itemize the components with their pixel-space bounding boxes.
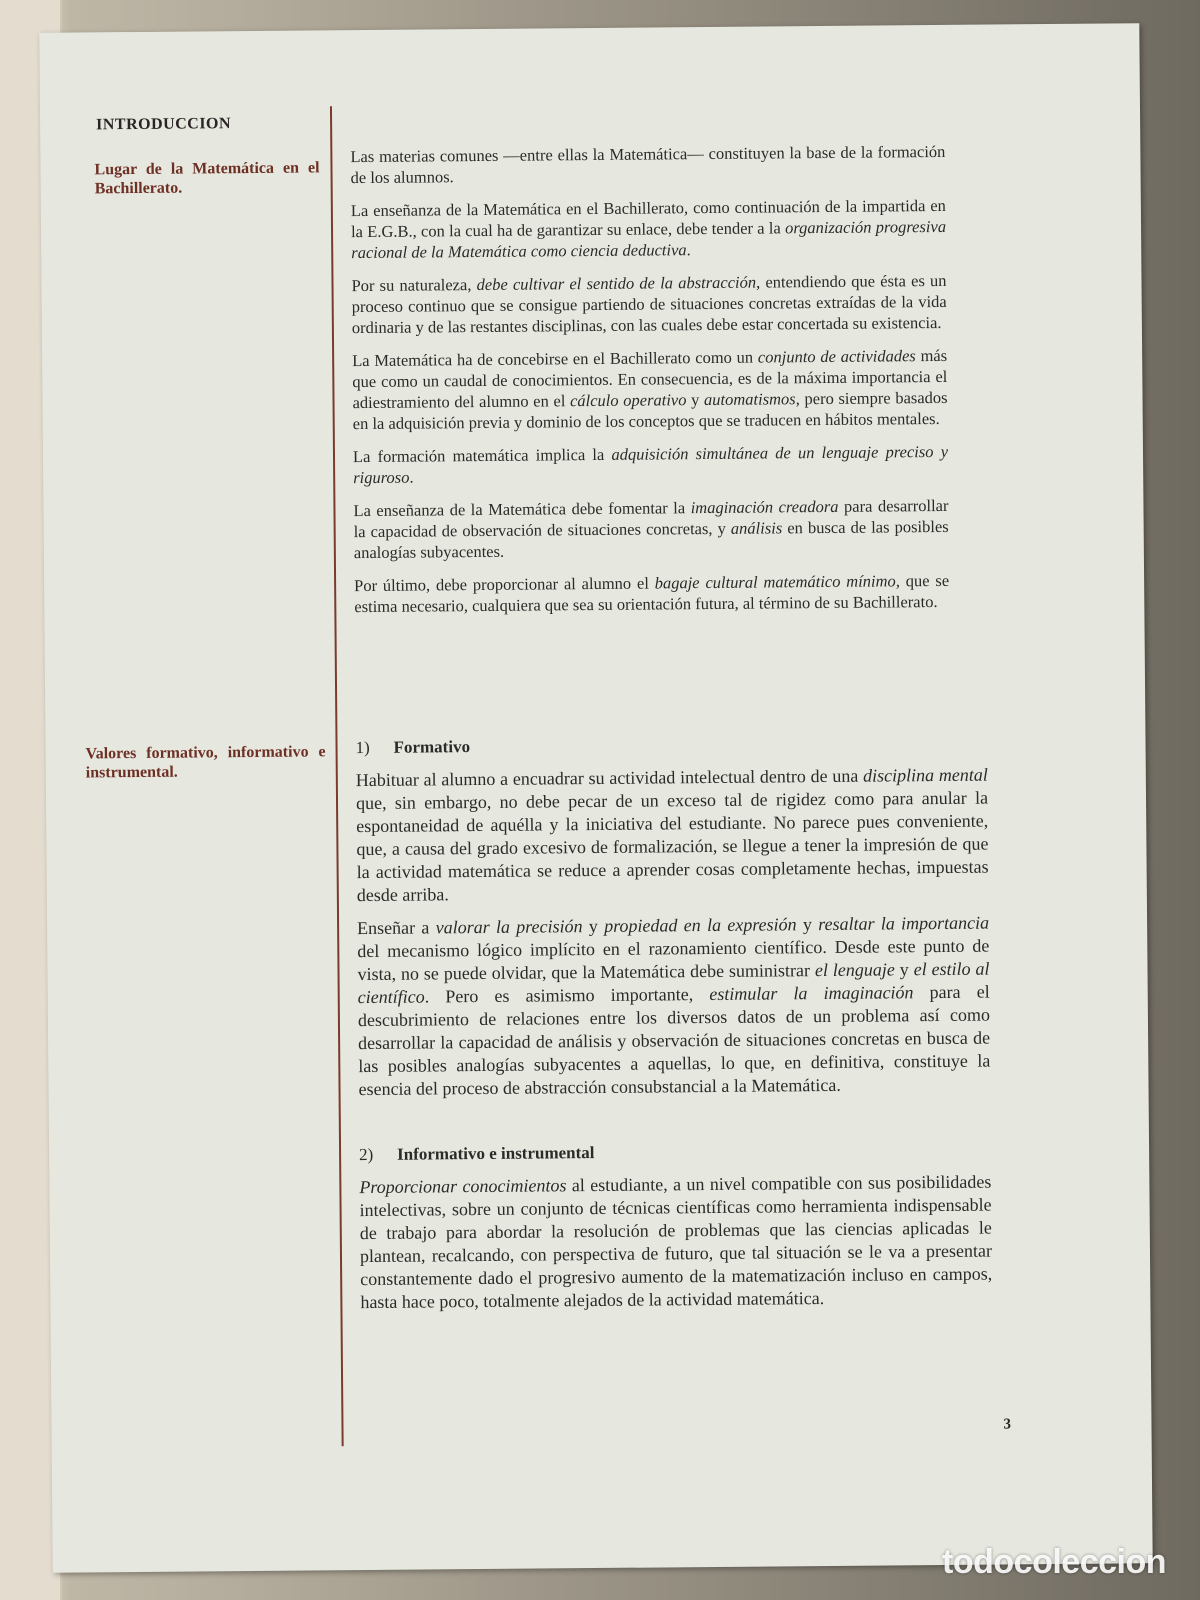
- subheading-informativo: [359, 1138, 991, 1167]
- text: y: [796, 914, 819, 935]
- watermark-logo: todocoleccion: [942, 1543, 1166, 1581]
- text: La formación matemática implica la: [352, 444, 612, 467]
- subheading-number: 1): [355, 737, 370, 758]
- text: .: [409, 467, 414, 487]
- column-divider: [330, 106, 344, 1446]
- text: y: [582, 915, 605, 937]
- italic-text: organización progresiva racional de la Matemática como ciencia deductiva: [351, 216, 947, 263]
- italic-text: propiedad en la expresión: [604, 914, 797, 936]
- page-number: 3: [1003, 1416, 1012, 1433]
- italic-text: valorar la precisión: [435, 916, 583, 938]
- paragraph: [350, 141, 945, 188]
- text: en busca de las posibles analogías subyacentes.: [353, 516, 949, 563]
- margin-heading-lugar: Lugar de la Matemática en el Bachillerato.: [94, 159, 320, 198]
- text: Por su naturaleza,: [351, 275, 477, 296]
- italic-text: disciplina mental: [862, 764, 988, 786]
- text: .: [686, 240, 691, 260]
- paragraph: [356, 764, 989, 908]
- paragraph: [351, 270, 947, 338]
- text: Las materias comunes —entre ellas la Matemática— constituyen la base de la formación de los alumnos.: [350, 141, 946, 188]
- italic-text: bagaje cultural matemático mínimo: [654, 571, 896, 593]
- section-valores-body: [355, 731, 992, 1324]
- text: La enseñanza de la Matemática debe fomentar la: [353, 498, 691, 521]
- italic-text: adquisición simultánea de un lenguaje preciso y riguroso: [353, 441, 949, 488]
- text: y: [894, 959, 914, 980]
- paragraph: [359, 1171, 992, 1315]
- text: . Pero es asimismo importante,: [424, 984, 710, 1007]
- italic-text: el estilo al científico: [357, 958, 990, 1008]
- paragraph: [353, 441, 948, 488]
- italic-text: resaltar la importancia: [818, 912, 990, 935]
- italic-text: imaginación creadora: [690, 496, 839, 518]
- text: , entendiendo que ésta es un proceso continuo que se consigue partiendo de situaciones concretas extraídas de la vida ordinaria y de las restantes disciplinas, con las cuales debe estar concertada su existencia.: [351, 270, 947, 338]
- italic-text: análisis: [730, 518, 783, 538]
- text: para el descubrimiento de relaciones entre los diversos datos de un problema así como desarrollar la capacidad de análisis y observación de situaciones concretas en busca de las posibles analogías subyacentes a aquellas, lo que, en definitiva, constituye la esencia del proceso de abstracción consubstancial a la Matemática.: [357, 981, 991, 1100]
- document-page: [39, 23, 1152, 1573]
- text: más que como un caudal de conocimientos. En consecuencia, es de la máxima importancia el adiestramiento del alumno en el: [352, 345, 948, 413]
- text: Habituar al alumno a encuadrar su actividad intelectual dentro de una: [355, 765, 864, 791]
- text: del mecanismo lógico implícito en el razonamiento científico. Desde este punto de vista, no se puede olvidar, que la Matemática debe suministrar: [357, 935, 990, 985]
- text: , pero siempre basados en la adquisición previa y dominio de los conceptos que se traducen en hábitos mentales.: [352, 387, 948, 434]
- italic-text: estimular la imaginación: [709, 982, 914, 1005]
- paragraph: [353, 495, 949, 563]
- margin-heading-valores: Valores formativo, informativo e instrumental.: [85, 743, 326, 782]
- section-lugar-body: [350, 141, 949, 629]
- text: La enseñanza de la Matemática en el Bachillerato, como continuación de la impartida en la E.G.B., con la cual ha de garantizar su enlace, debe tender a la: [350, 195, 946, 242]
- italic-text: conjunto de actividades: [757, 346, 916, 367]
- text: Por último, debe proporcionar al alumno el: [354, 573, 655, 596]
- paragraph: [354, 570, 949, 617]
- italic-text: debe cultivar el sentido de la abstracción: [476, 272, 757, 295]
- italic-text: cálculo operativo: [569, 390, 687, 411]
- text: Enseñar a: [357, 917, 436, 939]
- italic-text: Proporcionar conocimientos: [359, 1175, 567, 1198]
- text: La Matemática ha de concebirse en el Bachillerato como un: [352, 347, 758, 371]
- paragraph: [357, 912, 991, 1102]
- subheading-formativo: [355, 731, 987, 760]
- text: , que se estima necesario, cualquiera que sea su orientación futura, al término de su Bachillerato.: [354, 570, 950, 617]
- text: que, sin embargo, no debe pecar de un exceso tal de rigidez como para anular la espontaneidad de aquélla y la iniciativa del estudiante. No parece pues conveniente, que, a causa del grado excesivo de formalización, se llegue a tener la impresión de que la actividad matemática se reduce a aprender cosas completamente hechas, impuestas desde arriba.: [355, 787, 989, 906]
- paragraph: [352, 345, 948, 434]
- italic-text: el lenguaje: [814, 959, 895, 981]
- text: para desarrollar la capacidad de observación de situaciones concretas, y: [353, 495, 949, 542]
- italic-text: automatismos: [703, 389, 796, 410]
- subheading-title: Informativo e instrumental: [397, 1143, 595, 1164]
- text: al estudiante, a un nivel compatible con sus posibilidades intelectivas, sobre un conjunto de técnicas científicas como herramienta indispensable de trabajo para abordar la resolución de problemas que las ciencias aplicadas le plantean, recalcando, con perspectiva de futuro, que tal situación se le va a presentar constantemente dado el progresivo aumento de la matematización incluso en campos, hasta hace poco, totalmente alejados de la actividad matemática.: [359, 1171, 993, 1313]
- paragraph: [351, 195, 947, 263]
- subheading-number: 2): [359, 1144, 374, 1165]
- page-heading: INTRODUCCION: [96, 115, 232, 134]
- text: y: [686, 390, 705, 410]
- subheading-title: Formativo: [393, 737, 471, 757]
